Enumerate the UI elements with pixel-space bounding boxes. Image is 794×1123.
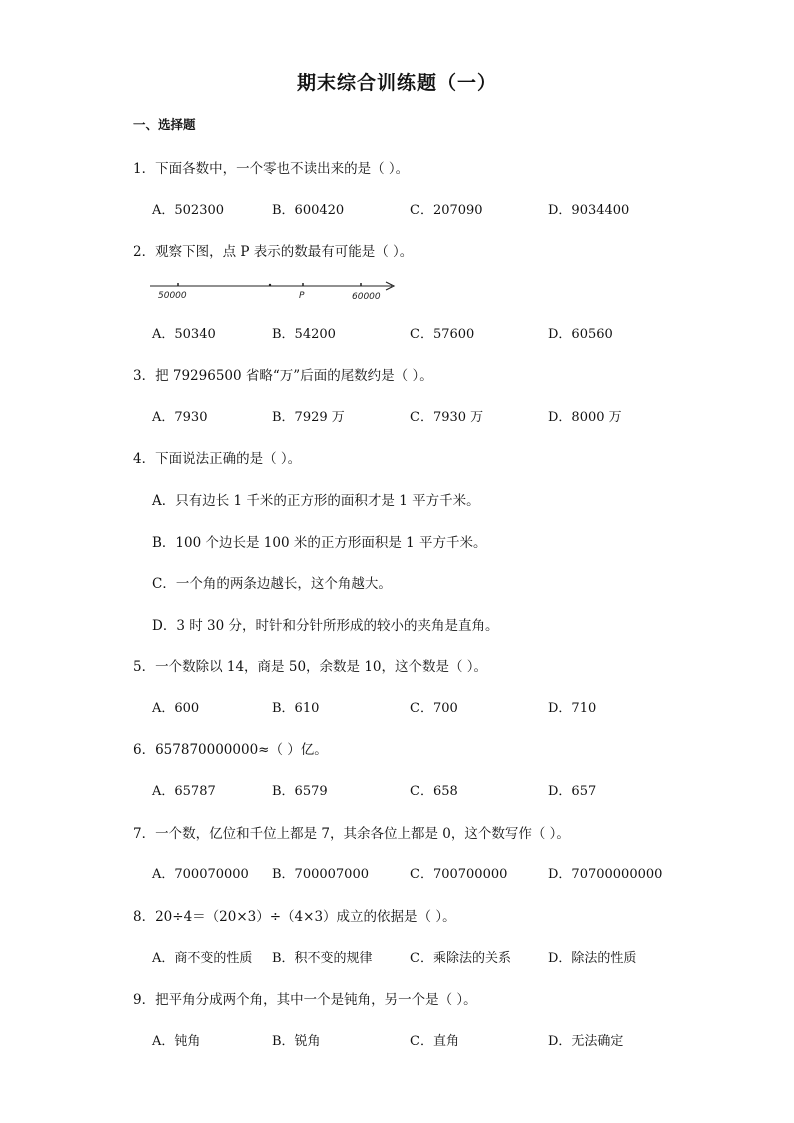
option-a[interactable]: A．700070000 [152,867,249,882]
option-c[interactable]: C．7930 万 [410,410,484,425]
option-b[interactable]: B．700007000 [272,867,369,882]
option-a[interactable]: A．65787 [152,784,216,799]
option-a[interactable]: A．600 [152,701,200,716]
option-a[interactable]: A．7930 [152,410,208,425]
number-line-figure [148,276,400,306]
option-b[interactable]: B．600420 [272,203,345,218]
option-d[interactable]: D．60560 [548,327,613,342]
option-c[interactable]: C．700 [410,701,458,716]
option-d[interactable]: D．657 [548,784,597,799]
option-a[interactable]: A．502300 [152,203,225,218]
option-c[interactable]: C．700700000 [410,867,508,882]
option-b[interactable]: B．610 [272,701,320,716]
question-3: 3．把 79296500 省略“万”后面的尾数约是（ ）。 [133,368,433,384]
option-d[interactable]: D．除法的性质 [548,951,637,966]
question-5: 5．一个数除以 14，商是 50，余数是 10，这个数是（ ）。 [133,659,488,675]
option-c[interactable]: C．直角 [410,1034,459,1049]
section-heading: 一、选择题 [133,117,196,132]
option-b[interactable]: B．积不变的规律 [272,951,373,966]
question-6: 6．657870000000≈（ ）亿。 [133,742,328,758]
option-a[interactable]: A．商不变的性质 [152,951,253,966]
option-d[interactable]: D．710 [548,701,597,716]
option-d[interactable]: D．70700000000 [548,867,663,882]
option-a[interactable]: A．钝角 [152,1034,201,1049]
option-b[interactable]: B．54200 [272,327,336,342]
option-a[interactable]: A．只有边长 1 千米的正方形的面积才是 1 平方千米。 [152,493,480,509]
label-60000: 60000 [352,292,381,302]
option-a[interactable]: A．50340 [152,327,216,342]
option-c[interactable]: C．658 [410,784,458,799]
option-c[interactable]: C．一个角的两条边越长，这个角越大。 [152,576,392,592]
question-8: 8．20÷4＝（20×3）÷（4×3）成立的依据是（ ）。 [133,909,456,925]
option-b[interactable]: B．6579 [272,784,328,799]
question-4: 4．下面说法正确的是（ ）。 [133,451,302,467]
option-b[interactable]: B．100 个边长是 100 米的正方形面积是 1 平方千米。 [152,535,487,551]
question-2: 2．观察下图，点 P 表示的数最有可能是（ ）。 [133,244,414,260]
page-title: 期末综合训练题（一） [296,72,497,94]
option-d[interactable]: D．9034400 [548,203,630,218]
option-c[interactable]: C．57600 [410,327,475,342]
question-1: 1．下面各数中，一个零也不读出来的是（ ）。 [133,161,410,177]
option-b[interactable]: B．锐角 [272,1034,321,1049]
option-c[interactable]: C．207090 [410,203,483,218]
option-d[interactable]: D．3 时 30 分，时针和分针所形成的较小的夹角是直角。 [152,618,499,634]
question-9: 9．把平角分成两个角，其中一个是钝角，另一个是（ ）。 [133,992,477,1008]
option-d[interactable]: D．8000 万 [548,410,622,425]
option-b[interactable]: B．7929 万 [272,410,345,425]
label-p: P [299,291,305,301]
option-d[interactable]: D．无法确定 [548,1034,624,1049]
option-c[interactable]: C．乘除法的关系 [410,951,511,966]
dot-mark [269,284,271,286]
label-50000: 50000 [158,291,187,301]
question-7: 7．一个数，亿位和千位上都是 7，其余各位上都是 0，这个数写作（ ）。 [133,826,570,842]
